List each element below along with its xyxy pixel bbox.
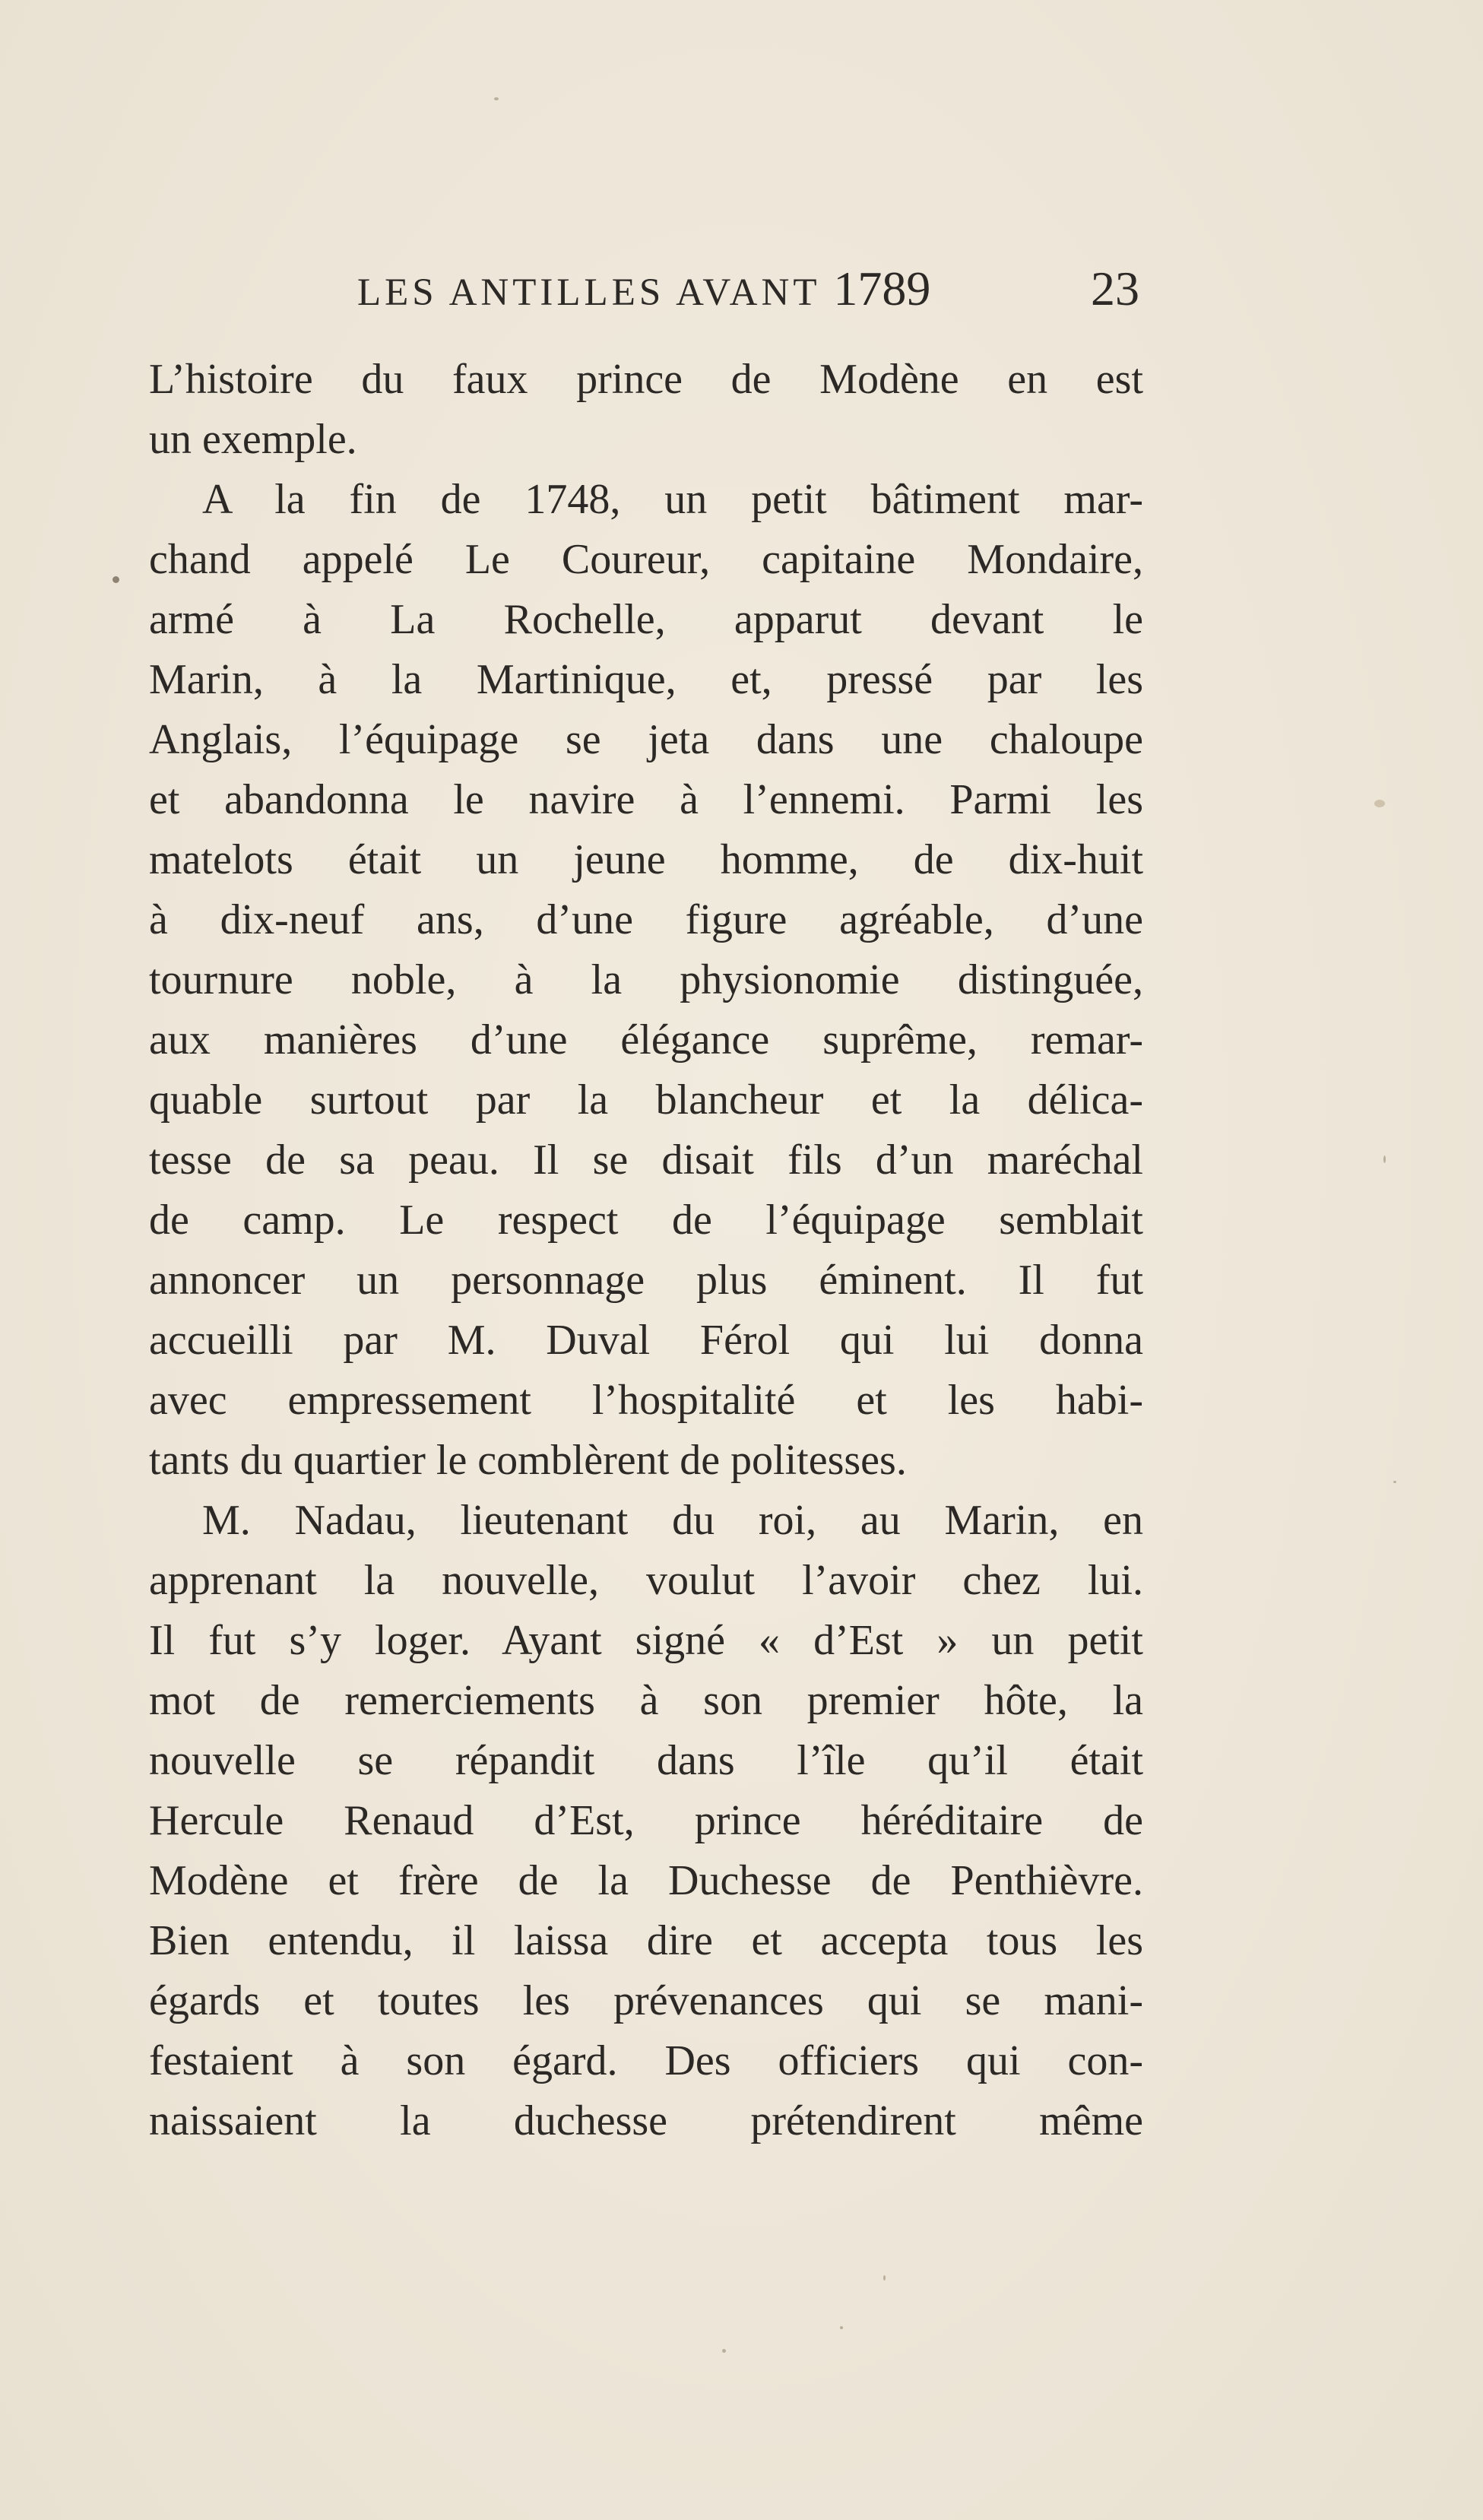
paper-speck	[1393, 1481, 1396, 1483]
body-text	[149, 350, 1143, 2151]
paper-speck	[1374, 800, 1385, 807]
text-line-22: Il fut s’y loger. Ayant signé « d’Est » un petit	[149, 1617, 1143, 1664]
paper-speck	[883, 2275, 886, 2281]
paper-speck	[840, 2326, 843, 2329]
text-line-10: à dix-neuf ans, d’une figure agréable, d’une	[149, 896, 1143, 943]
text-line-4: chand appelé Le Coureur, capitaine Mondaire,	[149, 536, 1143, 583]
text-line-28: égards et toutes les prévenances qui se mani-	[149, 1977, 1143, 2024]
text-line-16: annoncer un personnage plus éminent. Il fut	[149, 1257, 1143, 1304]
text-line-17: accueilli par M. Duval Férol qui lui donna	[149, 1317, 1143, 1364]
text-line-27: Bien entendu, il laissa dire et accepta tous les	[149, 1917, 1143, 1964]
text-line-15: de camp. Le respect de l’équipage semblait	[149, 1197, 1143, 1244]
text-line-9: matelots était un jeune homme, de dix-huit	[149, 836, 1143, 883]
paper-speck	[1383, 1155, 1386, 1163]
text-line-1: L’histoire du faux prince de Modène en est	[149, 356, 1143, 403]
text-line-21: apprenant la nouvelle, voulut l’avoir chez lui.	[149, 1557, 1143, 1604]
text-line-30: naissaient la duchesse prétendirent même	[149, 2097, 1143, 2144]
text-line-3: A la fin de 1748, un petit bâtiment mar-	[202, 476, 1143, 523]
text-line-26: Modène et frère de la Duchesse de Penthièvre.	[149, 1857, 1143, 1904]
paper-speck	[722, 2349, 726, 2353]
text-line-24: nouvelle se répandit dans l’île qu’il était	[149, 1737, 1143, 1784]
text-line-25: Hercule Renaud d’Est, prince héréditaire de	[149, 1797, 1143, 1844]
text-line-5: armé à La Rochelle, apparut devant le	[149, 596, 1143, 643]
text-line-7: Anglais, l’équipage se jeta dans une chaloupe	[149, 716, 1143, 763]
text-line-14: tesse de sa peau. Il se disait fils d’un maréchal	[149, 1136, 1143, 1184]
text-line-8: et abandonna le navire à l’ennemi. Parmi les	[149, 776, 1143, 823]
text-line-11: tournure noble, à la physionomie distinguée,	[149, 956, 1143, 1003]
paper-speck	[494, 97, 499, 100]
running-title-text: LES ANTILLES AVANT	[357, 271, 820, 314]
paper-speck	[112, 576, 119, 583]
text-line-19: tants du quartier le comblèrent de politesses.	[149, 1437, 907, 1484]
text-line-29: festaient à son égard. Des officiers qui con-	[149, 2037, 1143, 2084]
text-line-2: un exemple.	[149, 416, 357, 463]
text-line-12: aux manières d’une élégance suprême, remar-	[149, 1016, 1143, 1063]
text-line-18: avec empressement l’hospitalité et les habi-	[149, 1377, 1143, 1424]
page-number: 23	[1091, 262, 1139, 315]
text-line-20: M. Nadau, lieutenant du roi, au Marin, en	[202, 1497, 1143, 1544]
text-line-6: Marin, à la Martinique, et, pressé par les	[149, 656, 1143, 703]
running-header	[0, 258, 1483, 319]
running-title-year: 1789	[833, 262, 931, 315]
running-title	[357, 258, 930, 323]
text-line-23: mot de remerciements à son premier hôte, la	[149, 1677, 1143, 1724]
text-line-13: quable surtout par la blancheur et la délica-	[149, 1076, 1143, 1124]
